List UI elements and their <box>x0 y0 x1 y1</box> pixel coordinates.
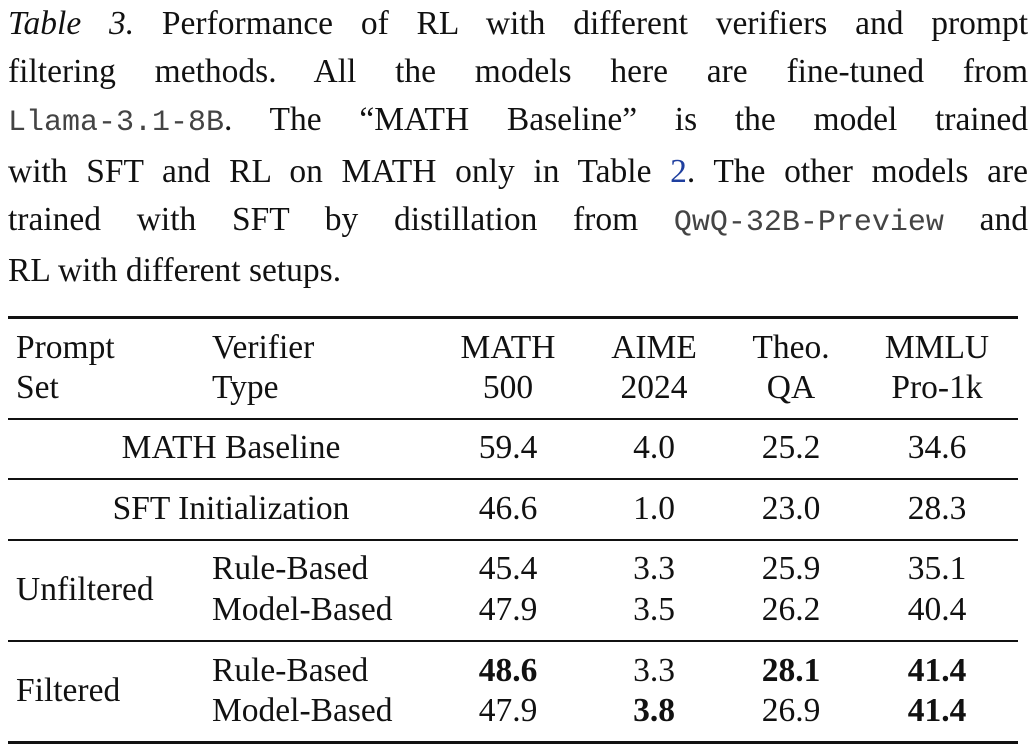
row-label-math-baseline: MATH Baseline <box>121 429 341 466</box>
cell-aime: 3.3 <box>633 652 675 689</box>
header-prompt-set <box>16 328 115 408</box>
cell-aime: 1.0 <box>633 490 675 527</box>
caption-code-model: Llama-3.1-8B <box>8 106 225 141</box>
cell-mmlu: 28.3 <box>907 490 967 527</box>
header-line: MATH <box>460 329 556 366</box>
verifier-rule-based: Rule-Based <box>212 652 369 689</box>
cell-theo: 26.9 <box>761 692 821 729</box>
cell-theo: 25.2 <box>761 429 821 466</box>
row-rule <box>8 640 1018 642</box>
caption-line-1 <box>8 0 1028 48</box>
caption-text: . The other models are <box>686 152 1028 190</box>
cell-math: 47.9 <box>478 591 538 628</box>
cell-mmlu-best: 41.4 <box>907 652 967 689</box>
table-reference-link[interactable]: 2 <box>670 152 687 190</box>
cell-math: 46.6 <box>478 490 538 527</box>
header-rule <box>8 418 1018 420</box>
verifier-rule-based: Rule-Based <box>212 550 369 587</box>
caption-line-2: filtering methods. All the models here are fine-tuned from <box>8 53 1028 91</box>
cell-math: 59.4 <box>478 429 538 466</box>
caption-line-5 <box>8 196 1028 247</box>
header-line: Verifier <box>212 329 315 366</box>
cell-aime: 4.0 <box>633 429 675 466</box>
cell-math: 45.4 <box>478 550 538 587</box>
row-rule <box>8 478 1018 480</box>
header-line: Prompt <box>16 329 115 366</box>
caption-label: Table 3. <box>8 5 135 42</box>
row-label-sft-initialization: SFT Initialization <box>112 490 350 527</box>
table-caption <box>8 0 1028 295</box>
header-theo-qa <box>731 328 851 408</box>
table-top-rule <box>8 316 1018 319</box>
cell-theo: 23.0 <box>761 490 821 527</box>
header-line: Type <box>212 369 279 406</box>
header-line: 2024 <box>620 369 688 406</box>
caption-line-4 <box>8 148 1028 196</box>
cell-mmlu-best: 41.4 <box>907 692 967 729</box>
verifier-model-based: Model-Based <box>212 591 393 628</box>
caption-text: . The “MATH Baseline” is the model trained <box>224 101 1028 139</box>
header-line: Pro-1k <box>891 369 983 406</box>
group-label-filtered: Filtered <box>16 672 121 709</box>
cell-theo: 26.2 <box>761 591 821 628</box>
cell-theo-best: 28.1 <box>761 652 821 689</box>
cell-mmlu: 34.6 <box>907 429 967 466</box>
cell-math-best: 48.6 <box>478 652 538 689</box>
header-line: Set <box>16 369 59 406</box>
header-line: 500 <box>482 369 534 406</box>
caption-text: and <box>943 200 1028 238</box>
cell-aime: 3.5 <box>633 591 675 628</box>
group-label-unfiltered: Unfiltered <box>16 571 154 608</box>
caption-line-6: RL with different setups. <box>8 252 342 290</box>
header-line: MMLU <box>884 329 990 366</box>
caption-line-3 <box>8 96 1028 147</box>
header-line: QA <box>766 369 816 406</box>
cell-theo: 25.9 <box>761 550 821 587</box>
header-aime-2024 <box>594 328 714 408</box>
header-line: AIME <box>611 329 697 366</box>
header-line: Theo. <box>752 329 830 366</box>
cell-mmlu: 35.1 <box>907 550 967 587</box>
header-verifier-type <box>212 328 314 408</box>
header-math-500 <box>448 328 568 408</box>
verifier-model-based: Model-Based <box>212 692 393 729</box>
caption-text: trained with SFT by distillation from <box>8 200 674 238</box>
cell-aime-best: 3.8 <box>633 692 675 729</box>
table-bottom-rule <box>8 741 1018 744</box>
cell-math: 47.9 <box>478 692 538 729</box>
caption-text: with SFT and RL on MATH only in Table <box>8 152 671 190</box>
cell-aime: 3.3 <box>633 550 675 587</box>
cell-mmlu: 40.4 <box>907 591 967 628</box>
header-mmlu-pro-1k <box>866 328 1008 408</box>
caption-text: Performance of RL with different verifiers and prompt <box>134 5 1028 42</box>
row-rule <box>8 539 1018 541</box>
caption-code-teacher: QwQ-32B-Preview <box>673 205 944 240</box>
